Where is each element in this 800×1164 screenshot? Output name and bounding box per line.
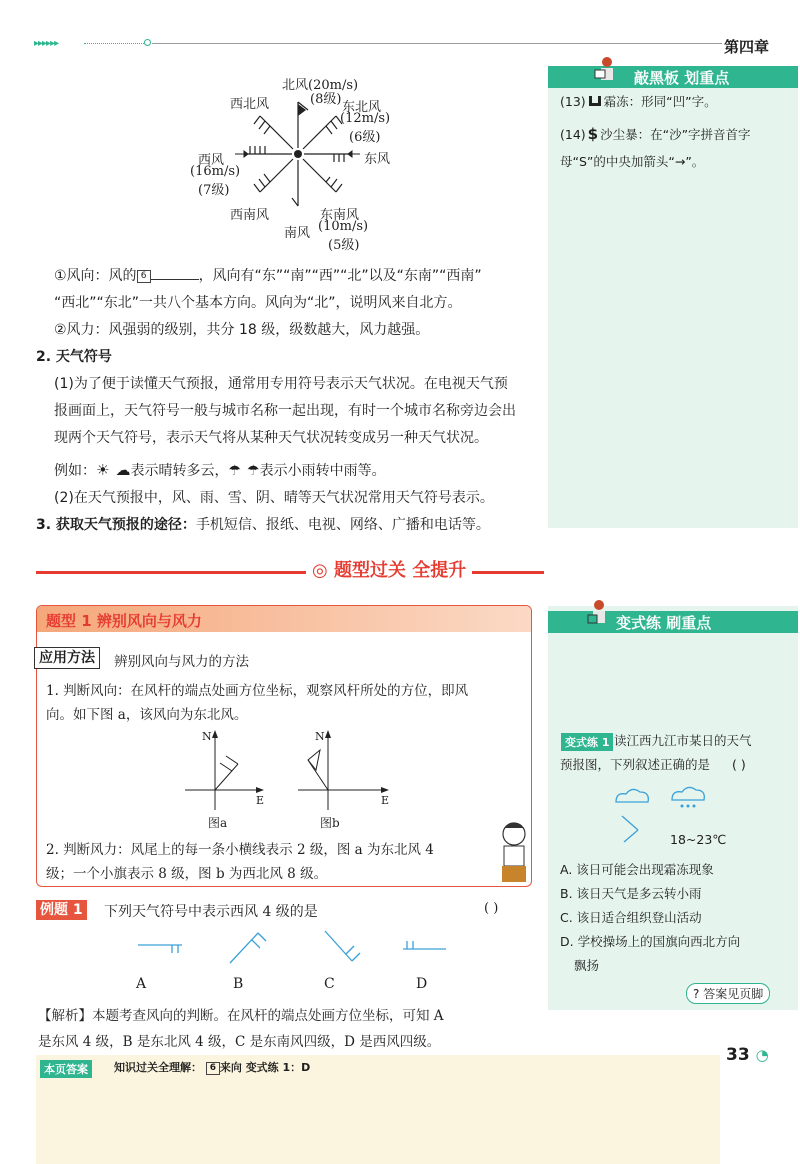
variant-tag: 变式练 1 (561, 733, 613, 751)
label-west-speed: (16m/s) (190, 164, 241, 179)
label-east: 东风 (364, 152, 391, 167)
moderate-rain-icon: ☂ (247, 463, 260, 479)
fig-a-axis-e: E (256, 794, 265, 807)
label-southeast-level: (5级) (328, 238, 360, 253)
symbols-para-1: (1)为了便于读懂天气预报，通常用专用符号表示天气状况。在电视天气预 (54, 376, 508, 392)
label-northeast: 东北风 (342, 100, 382, 115)
sandstorm-symbol-icon: $ (587, 125, 599, 143)
variant-option-b[interactable]: B. 该日天气是多云转小雨 (560, 886, 702, 901)
fig-b-axis-e: E (381, 794, 390, 807)
label-northeast-speed: (12m/s) (340, 111, 391, 126)
option-b[interactable]: B (233, 976, 244, 992)
thinking-boy-icon (494, 818, 534, 886)
light-rain-icon: ☂ (228, 463, 242, 479)
frost-symbol-icon (589, 96, 601, 106)
header-arrows: ▸▸▸▸▸▸ (34, 38, 59, 49)
variant-option-d[interactable]: D. 学校操场上的国旗向西北方向 (560, 934, 741, 949)
option-d[interactable]: D (416, 976, 428, 992)
variant-question-2: 预报图，下列叙述正确的是 (560, 757, 711, 772)
student-figure-icon (592, 56, 622, 88)
label-northwest: 西北风 (230, 97, 270, 112)
fig-a-caption: 图a (208, 816, 228, 830)
wind-direction-para-2: “西北”“东北”一共八个基本方向。风向为“北”，说明风来自北方。 (54, 295, 462, 311)
header-dot (144, 39, 151, 46)
method-step-1: 1. 判断风向：在风杆的端点处画方位坐标，观察风杆所处的方位，即风 (46, 683, 469, 699)
page-number: 33 ◔ (726, 1045, 769, 1065)
method-step-1-cont: 向。如下图 a，该风向为东北风。 (46, 707, 248, 723)
example-options-symbols (120, 925, 450, 975)
wind-force-para: ②风力：风强弱的级别，共分 18 级，级数越大，风力越强。 (54, 322, 430, 338)
label-northeast-level: (6级) (349, 130, 381, 145)
analysis-line-1: 【解析】本题考查风向的判断。在风杆的端点处画方位坐标，可知 A (38, 1008, 444, 1024)
chapter-title: 第四章 (724, 38, 770, 56)
sidebar-item-14: (14) $ 沙尘暴：在“沙”字拼音首字 (560, 125, 751, 143)
forecast-temperature: 18~23℃ (670, 832, 727, 847)
method-step-2: 2. 判断风力：风尾上的每一条小横线表示 2 级，图 a 为东北风 4 (46, 842, 434, 858)
option-a[interactable]: A (136, 976, 147, 992)
symbols-example: 例如：☀ ☁表示晴转多云，☂ ☂表示小雨转中雨等。 (54, 461, 386, 479)
method-title: 辨别风向与风力的方法 (114, 654, 249, 670)
method-tag: 应用方法 (34, 647, 100, 669)
footer-answer-text: 知识过关全理解： 6 来向 变式练 1：D (114, 1061, 311, 1074)
section-banner-title: ◎ 题型过关 全提升 (306, 556, 472, 582)
method-step-2-cont: 级；一个小旗表示 8 级，图 b 为西北风 8 级。 (46, 866, 328, 882)
footer-answer-tag: 本页答案 (40, 1060, 92, 1078)
option-c[interactable]: C (324, 976, 335, 992)
sidebar-notes-title: 敲黑板 划重点 (634, 69, 730, 87)
sidebar-practice-title: 变式练 刷重点 (616, 614, 712, 632)
symbols-para-4: (2)在天气预报中，风、雨、雪、阴、晴等天气状况常用天气符号表示。 (54, 490, 494, 506)
example-answer-paren: ( ) (484, 901, 499, 916)
clock-icon: ◔ (755, 1046, 769, 1064)
variant-answer-paren: ( ) (732, 757, 746, 772)
sidebar-notes-tab (548, 66, 798, 88)
label-southwest: 西南风 (230, 208, 270, 223)
sun-icon: ☀ (96, 461, 110, 479)
heading-weather-symbols: 2. 天气符号 (36, 349, 112, 365)
fig-b-axis-n: N (315, 730, 325, 743)
header-rule (152, 43, 722, 44)
question-type-label: 题型 1 辨别风向与风力 (46, 612, 202, 630)
fig-a-axis-n: N (202, 730, 212, 743)
symbols-para-3: 现两个天气符号，表示天气将从某种天气状况转变成另一种天气状况。 (54, 430, 488, 446)
header-dotted-line (84, 43, 146, 44)
variant-option-c[interactable]: C. 该日适合组织登山活动 (560, 910, 702, 925)
symbols-para-2: 报画面上，天气符号一般与城市名称一起出现，有时一个城市名称旁边会出 (54, 403, 516, 419)
label-west: 西风 (198, 153, 225, 168)
variant-question-1: 读江西九江市某日的天气 (614, 733, 752, 748)
example-question: 下列天气符号中表示西风 4 级的是 (104, 904, 318, 920)
sidebar-item-13: (13) 霜冻：形同“凹”字。 (560, 94, 717, 109)
spiral-logo-icon: ◎ (312, 560, 328, 581)
variant-option-d-cont: 飘扬 (574, 958, 600, 973)
question-mark-icon: ? (693, 987, 700, 1001)
analysis-line-2: 是东风 4 级，B 是东北风 4 级，C 是东南风四级，D 是西风四级。 (38, 1034, 441, 1050)
wind-figures (180, 730, 400, 820)
label-west-level: (7级) (198, 183, 230, 198)
label-north: 北风(20m/s) (282, 78, 359, 93)
label-south: 南风 (284, 226, 311, 241)
label-southeast: 东南风 (320, 208, 360, 223)
heading-forecast-channels: 3. 获取天气预报的途径：手机短信、报纸、电视、网络、广播和电话等。 (36, 517, 490, 533)
label-north-level: (8级) (310, 92, 342, 107)
wind-direction-para: ①风向：风的 6 ，风向有“东”“南”“西”“北”以及“东南”“西南” (54, 268, 482, 284)
fig-b-caption: 图b (320, 816, 340, 830)
student-figure-icon (584, 599, 614, 633)
sidebar-item-14-cont: 母“S”的中央加箭头“→”。 (560, 154, 705, 169)
label-southeast-speed: (10m/s) (318, 219, 369, 234)
sidebar-practice-tab (548, 611, 798, 633)
cloudy-icon: ☁ (115, 461, 131, 479)
example-tag: 例题 1 (36, 900, 87, 920)
answer-at-footer-button[interactable]: ? 答案见页脚 (686, 983, 770, 1004)
variant-option-a[interactable]: A. 该日可能会出现霜冻现象 (560, 862, 714, 877)
